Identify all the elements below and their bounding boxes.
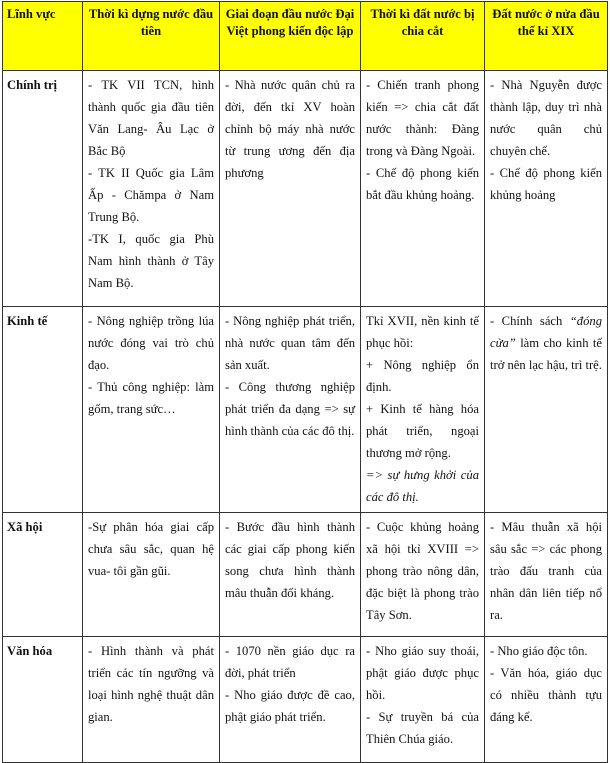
cell-line: - Chế độ phong kiến khủng hoảng [490, 166, 602, 202]
cell-line: - Thủ công nghiệp: làm gốm, trang sức… [88, 380, 214, 416]
cell-text-italic: “đóng cửa” [490, 314, 602, 350]
cell-text: làm cho kinh tế trở nên lạc hậu, trì trệ. [490, 336, 602, 372]
table-row-economy [3, 307, 608, 513]
history-comparison-table [2, 1, 608, 763]
table-cell [485, 637, 608, 763]
cell-line: - Chiến tranh phong kiến => chia cắt đất nước thành: Đàng trong và Đàng Ngoài. [366, 78, 479, 158]
table-row-culture [3, 637, 608, 763]
cell-line: - Bước đầu hình thành các giai cấp phong kiến song chưa hình thành mâu thuẫn đối kháng. [225, 520, 355, 600]
cell-line: - Công thương nghiệp phát triển đa dạng => sự hình thành của các đô thị. [225, 380, 355, 438]
cell-text: - Chính sách [490, 314, 570, 328]
cell-line: -TK I, quốc gia Phù Nam hình thành ở Tây Nam Bộ. [88, 232, 214, 290]
table-cell [361, 513, 485, 637]
cell-line: - Cuộc khủng hoảng xã hội tkỉ XVIII => phong trào nông dân, đặc biệt là phong trào Tây Sơn. [366, 520, 479, 622]
cell-line: - TK VII TCN, hình thành quốc gia đầu tiên Văn Lang- Âu Lạc ở Bắc Bộ [88, 78, 214, 158]
cell-line: + Kinh tế hàng hóa phát triển, ngoại thương mở rộng. [366, 402, 479, 460]
row-label: Kinh tế [3, 307, 83, 513]
header-row [3, 2, 608, 71]
table-cell [83, 307, 220, 513]
table-cell [485, 71, 608, 307]
header-period-1: Thời kì dựng nước đầu tiên [83, 2, 220, 71]
table-cell [485, 307, 608, 513]
cell-line: - Nông nghiệp phát triển, nhà nước quan tâm đến sản xuất. [225, 314, 355, 372]
table-row-politics [3, 71, 608, 307]
table-row-society [3, 513, 608, 637]
row-label: Xã hội [3, 513, 83, 637]
cell-line: - Nho giáo được đề cao, phật giáo phát triển. [225, 688, 355, 724]
table-cell [83, 71, 220, 307]
cell-line: -Sự phân hóa giai cấp chưa sâu sắc, quan hệ vua- tôi gần gũi. [88, 520, 214, 578]
cell-line: - Hình thành và phát triển các tín ngưỡng và loại hình nghệ thuật dân gian. [88, 644, 214, 724]
table-cell [83, 637, 220, 763]
document-page [0, 1, 610, 746]
table-cell [220, 307, 361, 513]
row-label: Chính trị [3, 71, 83, 307]
table-cell [220, 637, 361, 763]
cell-line: - Văn hóa, giáo dục có nhiều thành tựu đáng kể. [490, 666, 602, 724]
table-cell [361, 637, 485, 763]
table-cell [220, 71, 361, 307]
cell-line: - Chế độ phong kiến bắt đầu khủng hoảng. [366, 166, 479, 202]
cell-line: - Nho giáo suy thoái, phật giáo được phục hồi. [366, 644, 479, 702]
header-period-2: Giai đoạn đầu nước Đại Việt phong kiến độc lập [220, 2, 361, 71]
cell-line: - Sự truyền bá của Thiên Chúa giáo. [366, 710, 479, 746]
cell-line: - Nho giáo độc tôn. [490, 644, 588, 658]
cell-line: + Nông nghiệp ổn định. [366, 358, 479, 394]
cell-line: Tkỉ XVII, nền kinh tế phục hồi: [366, 314, 479, 350]
table-cell [361, 307, 485, 513]
header-period-3: Thời kì đất nước bị chia cắt [361, 2, 485, 71]
header-period-4: Đất nước ở nửa đầu thế kỉ XIX [485, 2, 608, 71]
cell-line: - Nông nghiệp trồng lúa nước đóng vai trò chủ đạo. [88, 314, 214, 372]
table-cell [361, 71, 485, 307]
cell-line: - TK II Quốc gia Lâm Ấp - Chămpa ở Nam Trung Bộ. [88, 166, 214, 224]
row-label: Văn hóa [3, 637, 83, 763]
header-field: Lĩnh vực [3, 2, 83, 71]
table-cell [83, 513, 220, 637]
cell-line: - Nhà nước quân chủ ra đời, đến tkỉ XV hoàn chỉnh bộ máy nhà nước từ trung ương đến địa phương [225, 78, 355, 180]
table-cell [485, 513, 608, 637]
cell-line: - 1070 nền giáo dục ra đời, phát triển [225, 644, 355, 680]
cell-line: - Nhà Nguyễn được thành lập, duy trì nhà nước quân chủ chuyên chế. [490, 78, 602, 158]
table-cell [220, 513, 361, 637]
cell-line-italic: => sự hưng khởi của các đô thị. [366, 468, 479, 504]
cell-line: - Mâu thuẫn xã hội sâu sắc => các phong trào đấu tranh của nhân dân liên tiếp nổ ra. [490, 520, 602, 622]
